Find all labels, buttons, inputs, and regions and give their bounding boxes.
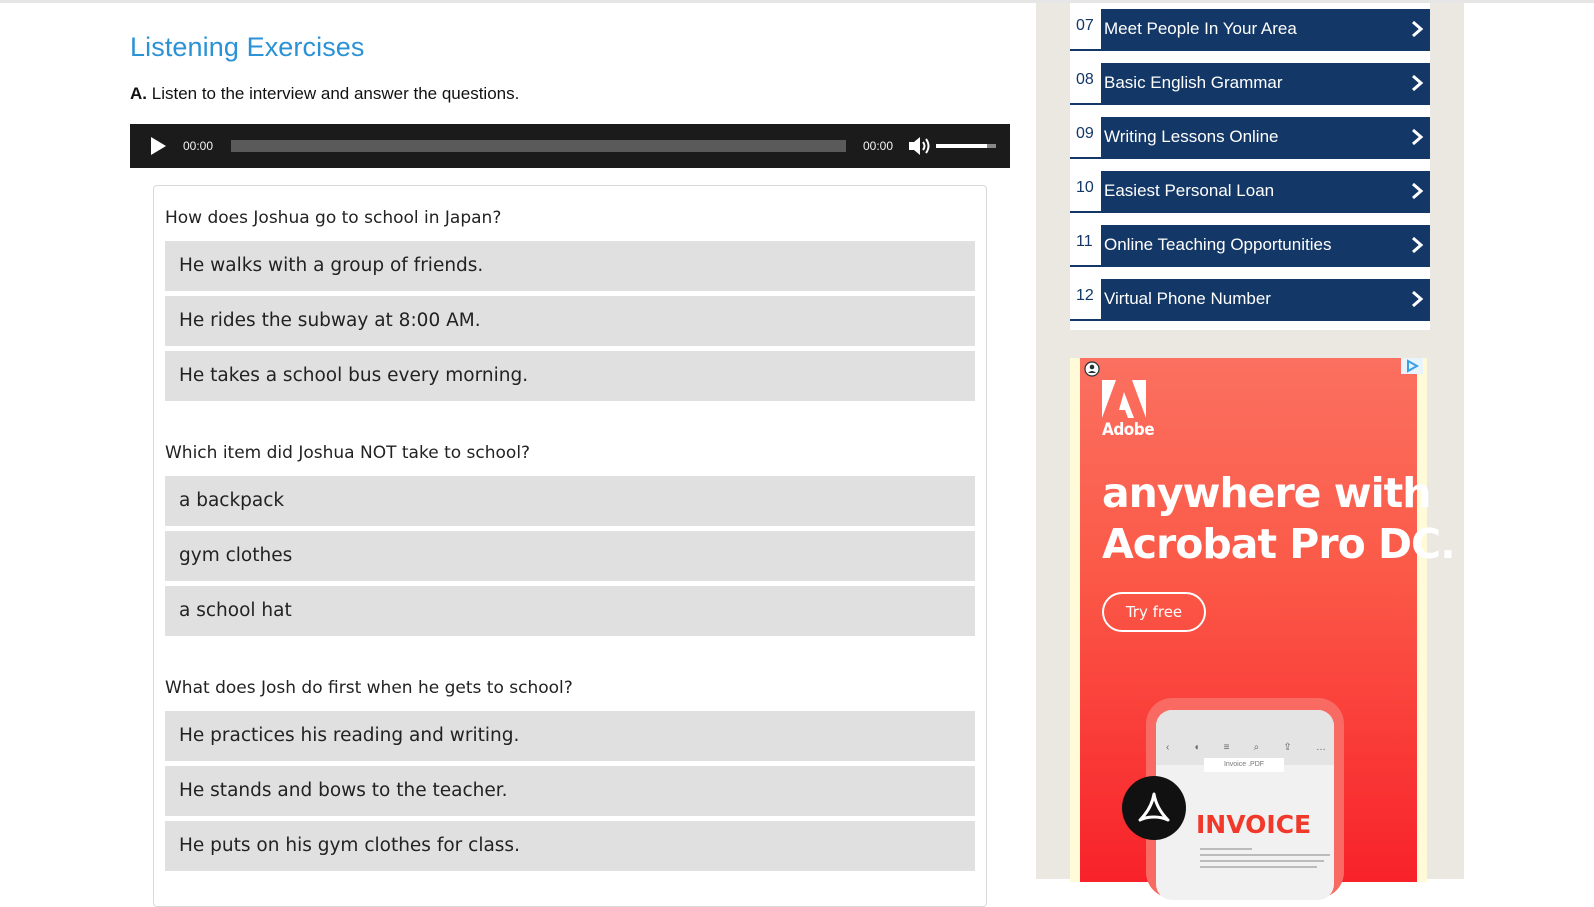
answer-option[interactable]: He walks with a group of friends. — [165, 241, 975, 291]
link-label: Basic English Grammar — [1104, 73, 1283, 92]
document-tab: Invoice .PDF — [1204, 758, 1284, 772]
link-label: Online Teaching Opportunities — [1104, 235, 1332, 254]
audio-player — [130, 124, 1010, 168]
chevron-right-icon — [1410, 127, 1424, 147]
ad-headline-line-1: anywhere with — [1102, 469, 1431, 517]
link-bar — [1101, 171, 1430, 211]
answer-option[interactable]: a backpack — [165, 476, 975, 526]
chevron-right-icon — [1410, 181, 1424, 201]
chevron-right-icon — [1410, 289, 1424, 309]
adobe-acrobat-ad[interactable] — [1080, 358, 1455, 882]
link-bar — [1101, 279, 1430, 319]
link-number: 11 — [1076, 233, 1093, 250]
acrobat-icon — [1122, 776, 1186, 840]
link-underline — [1070, 211, 1430, 213]
ad-headline-line-2: Acrobat Pro DC. — [1102, 520, 1455, 568]
instruction-label: A. — [130, 84, 147, 103]
link-label: Easiest Personal Loan — [1104, 181, 1275, 200]
sidebar-link[interactable] — [1070, 171, 1430, 211]
volume-level — [936, 144, 987, 148]
advertisement — [1070, 358, 1455, 882]
link-bar — [1101, 9, 1430, 49]
chevron-right-icon — [1410, 19, 1424, 39]
question-3: What does Josh do first when he gets to school? — [165, 678, 573, 698]
sidebar-link[interactable] — [1070, 9, 1430, 49]
adchoices-icon[interactable] — [1401, 358, 1423, 374]
phone-toolbar — [1156, 710, 1334, 765]
link-number: 09 — [1076, 125, 1094, 142]
quiz-panel — [153, 185, 987, 907]
invoice-title: INVOICE — [1196, 810, 1312, 839]
share-icon: ⇪ — [1283, 742, 1292, 753]
link-bar — [1101, 117, 1430, 157]
link-underline — [1070, 49, 1430, 51]
search-icon: ⌕ — [1253, 742, 1260, 753]
link-number: 08 — [1076, 71, 1094, 88]
answer-option[interactable]: He takes a school bus every morning. — [165, 351, 975, 401]
sidebar-link[interactable] — [1070, 225, 1430, 265]
related-links-list — [1070, 3, 1430, 330]
play-icon[interactable] — [148, 136, 168, 156]
chevron-right-icon — [1410, 73, 1424, 93]
ad-privacy-icon[interactable] — [1084, 361, 1100, 377]
seek-bar[interactable] — [231, 140, 846, 152]
answer-option[interactable]: He stands and bows to the teacher. — [165, 766, 975, 816]
page-title: Listening Exercises — [130, 32, 365, 62]
current-time: 00:00 — [183, 139, 214, 153]
link-label: Writing Lessons Online — [1104, 127, 1279, 146]
back-icon: ‹ — [1166, 742, 1170, 753]
volume-icon[interactable] — [907, 134, 933, 158]
ad-headline — [1102, 468, 1455, 570]
answer-option[interactable]: He rides the subway at 8:00 AM. — [165, 296, 975, 346]
acrobat-swirl-icon — [1122, 776, 1186, 840]
instruction-text: Listen to the interview and answer the questions. — [151, 84, 520, 103]
link-number: 12 — [1076, 287, 1094, 304]
adobe-logo-icon — [1102, 380, 1146, 418]
link-underline — [1070, 157, 1430, 159]
total-time: 00:00 — [863, 139, 894, 153]
phone-toolbar-icons — [1166, 742, 1326, 753]
link-label: Meet People In Your Area — [1104, 19, 1297, 38]
link-underline — [1070, 319, 1430, 321]
audio-icon: ◖ — [1193, 742, 1200, 753]
answer-option[interactable]: a school hat — [165, 586, 975, 636]
link-bar — [1101, 63, 1430, 103]
question-2: Which item did Joshua NOT take to school? — [165, 443, 531, 463]
link-number: 10 — [1076, 179, 1094, 196]
link-number: 07 — [1076, 17, 1094, 34]
chevron-right-icon — [1410, 235, 1424, 255]
answer-option[interactable]: He puts on his gym clothes for class. — [165, 821, 975, 871]
more-icon: … — [1315, 742, 1326, 753]
exercise-instruction — [130, 84, 519, 104]
sidebar — [1036, 3, 1464, 879]
volume-slider[interactable] — [936, 141, 996, 150]
sidebar-link[interactable] — [1070, 117, 1430, 157]
adobe-wordmark: Adobe — [1102, 420, 1155, 440]
answer-option[interactable]: gym clothes — [165, 531, 975, 581]
answer-option[interactable]: He practices his reading and writing. — [165, 711, 975, 761]
link-underline — [1070, 265, 1430, 267]
sidebar-link[interactable] — [1070, 279, 1430, 319]
link-underline — [1070, 103, 1430, 105]
sidebar-link[interactable] — [1070, 63, 1430, 103]
invoice-text-lines — [1200, 848, 1330, 872]
try-free-button[interactable]: Try free — [1102, 592, 1206, 632]
menu-icon: ≡ — [1223, 742, 1230, 753]
link-label: Virtual Phone Number — [1104, 289, 1271, 308]
link-bar — [1101, 225, 1430, 265]
question-1: How does Joshua go to school in Japan? — [165, 208, 502, 228]
